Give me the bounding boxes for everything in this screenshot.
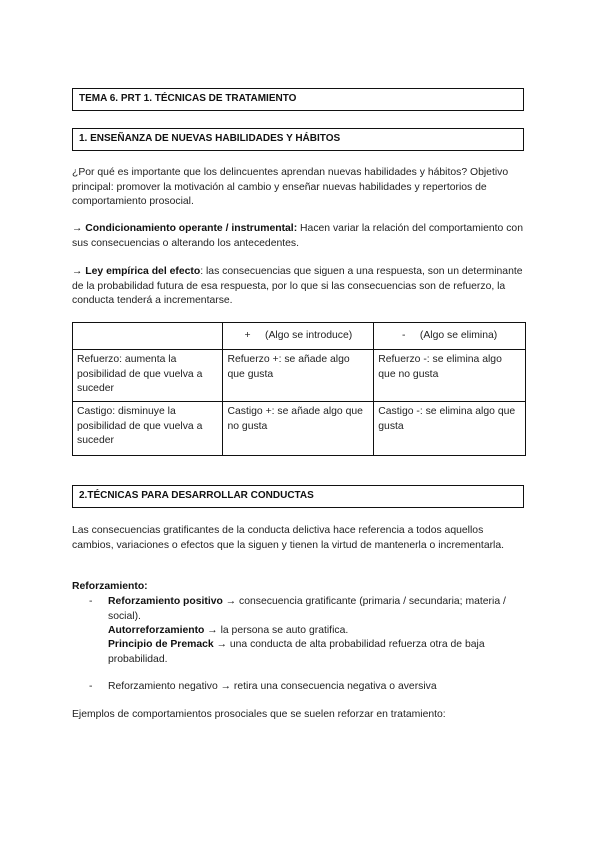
self-reinforcement-text: → la persona se auto gratifica. <box>204 625 349 636</box>
law-of-effect-text: : las consecuencias que siguen a una respuesta, son un determinante de la probabilidad futura de esa respuesta, por lo que si las consecuencias son de refuerzo, la conducta tenderá a incrementarse. <box>72 266 523 307</box>
document-title: TEMA 6. PRT 1. TÉCNICAS DE TRATAMIENTO <box>79 93 297 105</box>
table-header-cell <box>73 323 223 350</box>
positive-reinforcement-label: Reforzamiento positivo <box>108 596 223 607</box>
table-cell: Castigo -: se elimina algo que gusta <box>374 402 526 456</box>
negative-reinforcement-item: Reforzamiento negativo → retira una consecuencia negativa o aversiva <box>108 681 437 692</box>
operant-conditioning-paragraph <box>72 222 527 251</box>
arrow-icon: → <box>72 223 83 234</box>
bullet-dash: - <box>89 681 93 692</box>
premack-principle-text: → una conducta de alta probabilidad refuerza otra de baja probabilidad. <box>108 639 485 665</box>
section1-intro: ¿Por qué es importante que los delincuentes aprendan nuevas habilidades y hábitos? Objetivo principal: promover la motivación al cambio y enseñar nuevas habilidades y repertorios de comportamiento prosocial. <box>72 167 509 208</box>
section2-intro: Las consecuencias gratificantes de la conducta delictiva hace referencia a todos aquellos cambios, variaciones o efectos que la siguen y tienen la virtud de mantenerla o incrementarla. <box>72 525 505 551</box>
prosocial-examples-intro: Ejemplos de comportamientos prosociales que se suelen reforzar en tratamiento: <box>72 709 446 720</box>
self-reinforcement-label: Autorreforzamiento <box>108 625 205 636</box>
table-row <box>73 350 526 402</box>
document-title-box <box>72 88 524 111</box>
operant-conditioning-label: Condicionamiento operante / instrumental: <box>85 223 298 234</box>
table-header-cell: + (Algo se introduce) <box>223 323 374 350</box>
table-row <box>73 402 526 456</box>
self-reinforcement-item <box>108 624 526 639</box>
table-header-cell: - (Algo se elimina) <box>374 323 526 350</box>
section1-heading-box <box>72 128 524 151</box>
positive-reinforcement-item <box>108 595 526 624</box>
law-of-effect-label: Ley empírica del efecto <box>85 266 201 277</box>
table-header-row <box>73 323 526 350</box>
premack-principle-item <box>108 638 526 667</box>
table-cell: Castigo +: se añade algo que no gusta <box>223 402 374 456</box>
table-cell: Refuerzo: aumenta la posibilidad de que vuelva a suceder <box>73 350 223 402</box>
positive-reinforcement-text: → consecuencia gratificante (primaria / secundaria; materia / social). <box>108 596 506 622</box>
bullet-dash: - <box>89 596 93 607</box>
premack-principle-label: Principio de Premack <box>108 639 214 650</box>
table-cell: Refuerzo +: se añade algo que gusta <box>223 350 374 402</box>
operant-conditioning-text: Hacen variar la relación del comportamiento con sus consecuencias o alterando los antecedentes. <box>72 223 523 249</box>
arrow-icon: → <box>72 266 83 277</box>
section2-heading: 2.TÉCNICAS PARA DESARROLLAR CONDUCTAS <box>79 490 314 502</box>
law-of-effect-paragraph <box>72 265 527 309</box>
reinforcement-heading: Reforzamiento: <box>72 581 148 592</box>
section1-heading: 1. ENSEÑANZA DE NUEVAS HABILIDADES Y HÁBITOS <box>79 133 341 145</box>
table-cell: Refuerzo -: se elimina algo que no gusta <box>374 350 526 402</box>
section2-heading-box <box>72 485 524 508</box>
consequences-table <box>72 322 526 456</box>
table-cell: Castigo: disminuye la posibilidad de que vuelva a suceder <box>73 402 223 456</box>
reinforcement-section <box>72 580 527 720</box>
